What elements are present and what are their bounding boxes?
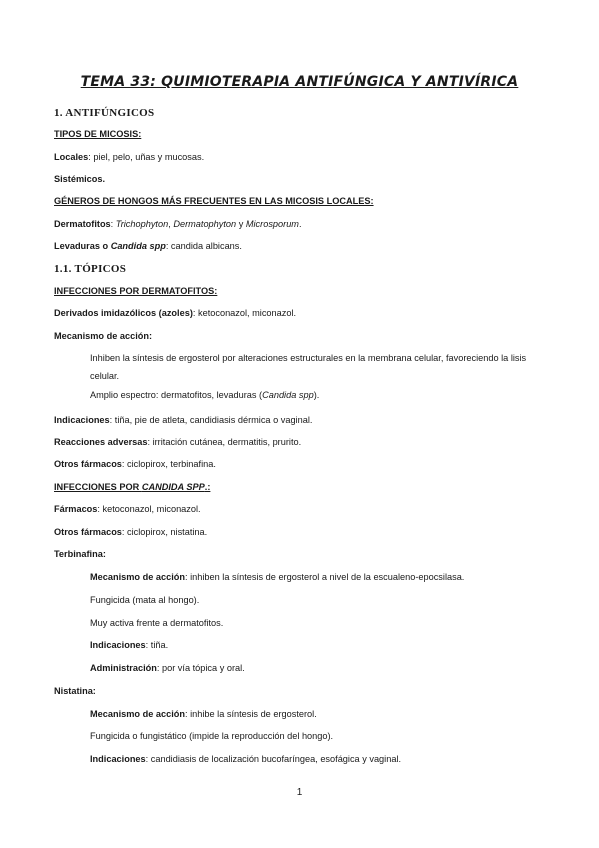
paragraph-mecanismo: Inhiben la síntesis de ergosterol por alteraciones estructurales en la membrana celular, favoreciendo la lisis celular. bbox=[90, 353, 527, 381]
label-dermatofitos: Dermatofitos bbox=[54, 219, 111, 229]
genus-dermatophyton: Dermatophyton bbox=[173, 219, 237, 229]
line-levaduras bbox=[54, 241, 242, 251]
label-nist-ind: Indicaciones bbox=[90, 754, 146, 764]
text-terb-adm: : por vía tópica y oral. bbox=[156, 663, 245, 673]
sep: ). bbox=[313, 390, 320, 400]
text-nist-ind: : candidiasis de localización bucofaríngea, esofágica y vaginal. bbox=[145, 754, 402, 764]
line-indicaciones bbox=[54, 415, 312, 425]
text-levaduras: : candida albicans. bbox=[165, 241, 242, 251]
label-indicaciones: Indicaciones bbox=[54, 415, 110, 425]
sep: , bbox=[168, 219, 174, 229]
line-sistemicos bbox=[54, 174, 105, 184]
line-terb-mecanismo bbox=[90, 572, 464, 582]
label-nistatina: Nistatina: bbox=[54, 686, 96, 696]
label-terbinafina: Terbinafina: bbox=[54, 549, 106, 559]
label-levaduras: Levaduras o bbox=[54, 241, 111, 251]
text-farmacos: : ketoconazol, miconazol. bbox=[97, 504, 201, 514]
subheading-dermatofitos: INFECCIONES POR DERMATOFITOS: bbox=[54, 286, 218, 296]
text-locales: : piel, pelo, uñas y mucosas. bbox=[88, 152, 205, 162]
subheading-generos: GÉNEROS DE HONGOS MÁS FRECUENTES EN LAS MICOSIS LOCALES: bbox=[54, 196, 374, 206]
line-otros-farmacos-1 bbox=[54, 459, 216, 469]
section-heading-antifungicos: 1. ANTIFÚNGICOS bbox=[54, 107, 155, 119]
sep: : bbox=[110, 219, 116, 229]
candida-heading-post: .: bbox=[204, 482, 211, 492]
line-locales bbox=[54, 152, 204, 162]
line-espectro bbox=[90, 390, 319, 400]
text-otros-2: : ciclopirox, nistatina. bbox=[121, 527, 208, 537]
line-dermatofitos bbox=[54, 219, 302, 229]
label-terb-ind: Indicaciones bbox=[90, 640, 146, 650]
text-indicaciones: : tiña, pie de atleta, candidiasis dérmica o vaginal. bbox=[109, 415, 313, 425]
text-otros-1: : ciclopirox, terbinafina. bbox=[121, 459, 216, 469]
label-otros-2: Otros fármacos bbox=[54, 527, 122, 537]
line-nistatina-heading bbox=[54, 686, 96, 696]
label-locales: Locales bbox=[54, 152, 89, 162]
line-terb-activa: Muy activa frente a dermatofitos. bbox=[90, 618, 224, 628]
line-mecanismo-heading bbox=[54, 331, 152, 341]
text-derivados: : ketoconazol, miconazol. bbox=[192, 308, 297, 318]
label-reacciones: Reacciones adversas bbox=[54, 437, 148, 447]
line-terb-fungicida: Fungicida (mata al hongo). bbox=[90, 595, 200, 605]
candida-heading-italic: CANDIDA SPP bbox=[141, 482, 205, 492]
label-derivados: Derivados imidazólicos (azoles) bbox=[54, 308, 193, 318]
page-number: 1 bbox=[296, 787, 303, 798]
text-nist-mec: : inhibe la síntesis de ergosterol. bbox=[184, 709, 317, 719]
line-reacciones bbox=[54, 437, 301, 447]
genus-microsporum: Microsporum bbox=[245, 219, 299, 229]
italic-candida: Candida spp bbox=[262, 390, 314, 400]
label-sistemicos: Sistémicos. bbox=[54, 174, 106, 184]
sep: y bbox=[236, 219, 246, 229]
line-derivados bbox=[54, 308, 296, 318]
sep: . bbox=[298, 219, 302, 229]
label-terb-adm: Administración bbox=[90, 663, 157, 673]
label-terb-mec: Mecanismo de acción bbox=[90, 572, 185, 582]
label-nist-mec: Mecanismo de acción bbox=[90, 709, 185, 719]
label-candida: Candida spp bbox=[110, 241, 166, 251]
line-nist-mecanismo bbox=[90, 709, 317, 719]
genus-trichophyton: Trichophyton bbox=[115, 219, 169, 229]
line-otros-farmacos-2 bbox=[54, 527, 207, 537]
label-mecanismo: Mecanismo de acción: bbox=[54, 331, 153, 341]
text-reacciones: : irritación cutánea, dermatitis, prurito. bbox=[147, 437, 302, 447]
subheading-tipos-micosis: TIPOS DE MICOSIS: bbox=[54, 129, 142, 139]
candida-heading-pre: INFECCIONES POR bbox=[54, 482, 142, 492]
line-farmacos bbox=[54, 504, 201, 514]
label-farmacos: Fármacos bbox=[54, 504, 98, 514]
line-terb-indicaciones bbox=[90, 640, 168, 650]
subheading-candida bbox=[54, 482, 210, 492]
line-nist-fungicida: Fungicida o fungistático (impide la reproducción del hongo). bbox=[90, 731, 334, 741]
text-espectro: Amplio espectro: dermatofitos, levaduras ( bbox=[90, 390, 263, 400]
line-terbinafina-heading bbox=[54, 549, 106, 559]
label-otros-1: Otros fármacos bbox=[54, 459, 122, 469]
section-heading-topicos: 1.1. TÓPICOS bbox=[54, 263, 127, 275]
text-terb-ind: : tiña. bbox=[145, 640, 169, 650]
line-nist-indicaciones bbox=[90, 754, 401, 764]
line-terb-administracion bbox=[90, 663, 245, 673]
page-title: TEMA 33: QUIMIOTERAPIA ANTIFÚNGICA Y ANTIVÍRICA bbox=[80, 74, 519, 90]
text-terb-mec: : inhiben la síntesis de ergosterol a nivel de la escualeno-epocsilasa. bbox=[184, 572, 465, 582]
